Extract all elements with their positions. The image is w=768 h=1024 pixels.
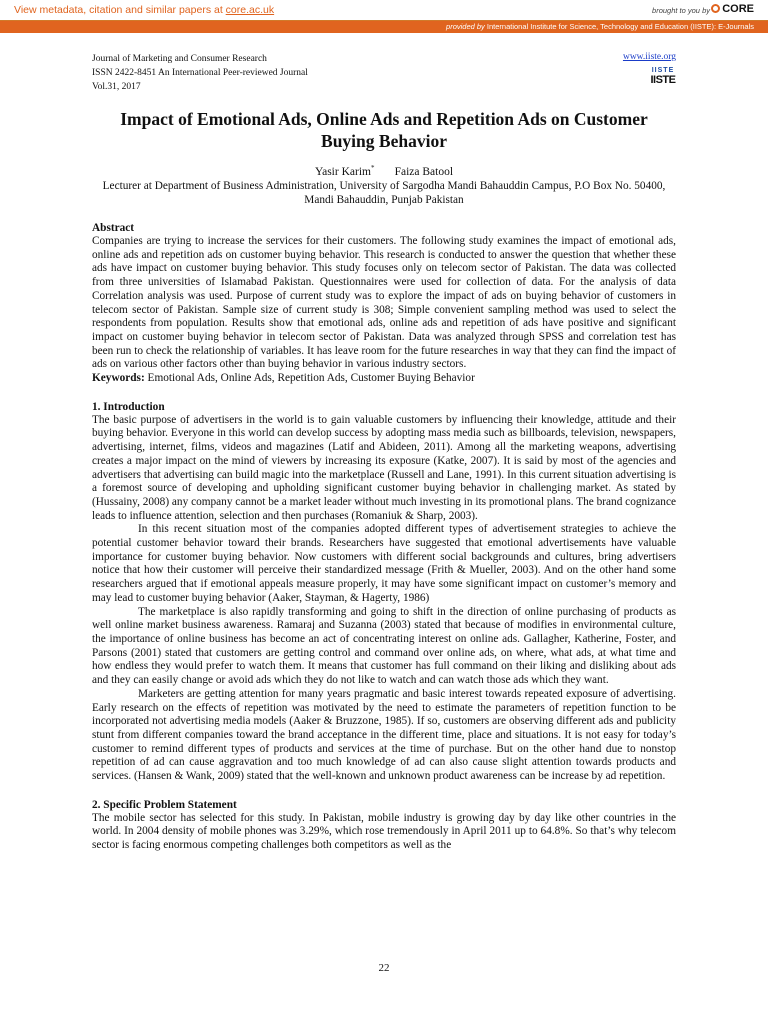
core-logo-text: CORE [722,3,754,15]
journal-volume: Vol.31, 2017 [92,82,141,92]
abstract-text: Companies are trying to increase the services for their customers. The following study examines the impact of emotional ads, online ads and repetition ads on customer buying behavior. This research is conducted to answer the question that whether these ads have impact on customer buying behavior. This study focuses only on telecom sector of Pakistan. The data was collected from three universities of Islamabad Pakistan. Questionnaires were used for collection of data. For the analysis of data Correlation analysis was used. Purpose of current study was to explore the impact of ads on buying behavior of customers in telecom sector of Pakistan. Sample size of current study is 308; Simple convenient sampling method was used to select the respondents from population. Results show that emotional ads, online ads and repetition of ads have positive and significant impact on customer buying behavior in telecom sector of Pakistan. Data was analyzed through SPSS and correlation test has been run to check the relationship of variables. It has leave room for the future researches in way that they can find the impact of ads on various other factors other than buying behavior in various industry sectors. [92,235,676,371]
author-2: Faiza Batool [394,165,454,178]
core-logo-icon [711,4,720,13]
keywords-line [92,372,676,386]
iiste-logo-top: IISTE [651,67,675,74]
paper-title: Impact of Emotional Ads, Online Ads and Repetition Ads on Customer Buying Behavior [120,109,648,151]
intro-paragraph-1: The basic purpose of advertisers in the world is to gain valuable customers by influencing their knowledge, attitude and their buying behavior. Everyone in this world can develop success by adopting mass media such as billboards, television, newspapers, advertising, internet, films, videos and magazines (Latif and Abideen, 2011). Among all the marketing weapons, advertising creates a major impact on the mind of viewers by increasing its exposure (Katke, 2007). It is said by most of the agencies and advertisers that advertising can build magic into the marketplace (Russell and Lane, 1991). In this current situation advertising is a foremost source of developing and upholding significant customer buying behavior in challenging market. As stated by (Hussainy, 2008) any company cannot be a market leader without much investing in its promotional plans. The brand cognizance leads to influence attention, selection and then purchases (Romaniuk & Sharp, 2003). [92,413,676,522]
keywords-text: Emotional Ads, Online Ads, Repetition Ads, Customer Buying Behavior [147,372,475,385]
metadata-notice [14,4,274,16]
iiste-logo-bottom: IISTE [650,74,676,86]
page-number: 22 [378,962,390,974]
core-banner [0,0,768,21]
author-1: Yasir Karim [314,165,371,178]
affiliation: Lecturer at Department of Business Administration, University of Sargodha Mandi Bahauddin Campus, P.O Box No. 50400, Mandi Bahauddin, Punjab Pakistan [102,180,666,206]
intro-paragraph-4: Marketers are getting attention for many years pragmatic and basic interest towards repeated exposure of advertising. Early research on the effects of repetition was motivated by the need to estimate the parameters of repetition function to be incorporated not advertising media models (Aaker & Bruzzone, 1985). If so, customers are observing different ads and publicity stunt from different companies toward the brand acceptance in the different time, place and situations. It is not easy for today’s customer to remind different types of products and services at the time of purchase. But on the other hand due to nonstop repetition of ad can cause aggravation and too much knowledge of ad can also cause slight attention towards products and services. (Hansen & Wank, 2009) stated that the well-known and unknown product awareness can be increase by ad repetition. [92,687,676,783]
intro-paragraph-2: In this recent situation most of the companies adopted different types of advertisement strategies to achieve the potential customer behavior toward their brands. Researchers have suggested that emotional advertisements have valuable importance for customer buying behavior. Now customers with different social backgrounds and cultures, bring advertisers notice that how their customer will perceive their standardized message (Frith & Mueller, 2003). And on the other hand some researchers argued that if emotional appeals measure properly, it may have some significant impact on customer’s memory and may lead to customer buying behavior (Aaker, Stayman, & Hagerty, 1986) [92,523,676,604]
brought-by-text: brought to you by [652,6,710,15]
journal-header [92,52,308,94]
core-logo[interactable] [711,3,754,15]
metadata-text: View metadata, citation and similar papers at [14,4,223,16]
paper-body [92,221,676,853]
problem-heading: 2. Specific Problem Statement [92,798,237,811]
introduction-heading: 1. Introduction [92,400,165,413]
journal-name: Journal of Marketing and Consumer Research [92,54,267,64]
provider-name: International Institute for Science, Technology and Education (IISTE): E-Journals [486,22,754,31]
intro-paragraph-3: The marketplace is also rapidly transforming and going to shift in the direction of online purchasing of products as well online market business awareness. Ramaraj and Suzanna (2003) stated that because of modifies in environmental culture, the importance of online business has become an act of concentrating interest on online ads. Gallagher, Katherine, Foster, and Parsons (2001) stated that customers are getting control and command over online ads, on where, what ads, at what time and how endless they would prefer to watch them. It means that customer has full command on their liking and disliking about ads and they can easily change or avoid ads which they do not like to watch and can watch those ads which they want. [92,605,676,687]
author-1-mark: * [370,164,375,172]
provided-prefix: provided by [446,22,485,31]
provider-text [446,22,754,31]
journal-issn: ISSN 2422-8451 An International Peer-reviewed Journal [92,68,308,78]
core-link[interactable]: core.ac.uk [225,4,275,16]
journal-url[interactable]: www.iiste.org [622,52,676,62]
iiste-logo [650,67,676,89]
provider-bar [0,21,768,33]
authors [92,164,676,178]
abstract-heading: Abstract [92,222,135,234]
keywords-label: Keywords: [92,372,145,385]
problem-paragraph-1: The mobile sector has selected for this study. In Pakistan, mobile industry is growing day by day like other countries in the world. In 2004 density of mobile phones was 3.29%, which rose tremendously in April 2011 up to 64.8%. So that’s why telecom sector is facing enormous competing challenges both competitors as well as the [92,811,676,852]
